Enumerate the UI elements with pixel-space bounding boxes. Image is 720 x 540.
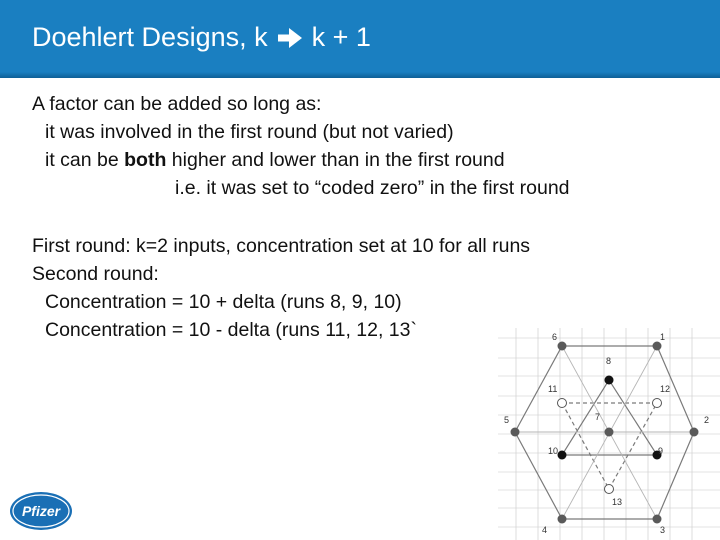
pfizer-logo-text: Pfizer <box>21 503 61 519</box>
lower-triangle <box>562 403 657 489</box>
design-point-8 <box>605 376 614 385</box>
body-line-2: it was involved in the first round (but not varied) <box>45 121 454 143</box>
pfizer-logo <box>8 490 74 532</box>
upper-triangle <box>562 380 657 455</box>
body-line-3-prefix: it can be <box>45 149 125 171</box>
design-point-12 <box>653 399 662 408</box>
point-label-5: 5 <box>504 415 510 425</box>
body-line-6: Second round: <box>32 263 159 285</box>
point-label-12: 12 <box>660 384 671 394</box>
design-point-5 <box>511 428 520 437</box>
diagram-spokes <box>515 346 694 519</box>
point-label-9: 9 <box>658 446 664 456</box>
body-line-8: Concentration = 10 - delta (runs 11, 12, 13` <box>45 319 417 341</box>
right-arrow-icon <box>277 27 303 49</box>
body-line-3 <box>45 151 505 171</box>
body-line-5: First round: k=2 inputs, concentration set at 10 for all runs <box>32 235 531 257</box>
point-label-7: 7 <box>595 412 601 422</box>
title-bar <box>0 0 720 78</box>
point-label-3: 3 <box>660 525 666 535</box>
point-label-4: 4 <box>542 525 548 535</box>
body-line-3-suffix: higher and lower than in the first round <box>166 149 505 171</box>
point-label-6: 6 <box>552 332 558 342</box>
doehlert-design-diagram <box>498 328 720 540</box>
point-label-13: 13 <box>612 497 623 507</box>
body-line-7: Concentration = 10 + delta (runs 8, 9, 10) <box>45 291 402 313</box>
point-label-10: 10 <box>548 446 559 456</box>
body-line-4: i.e. it was set to “coded zero” in the first round <box>175 177 570 199</box>
point-label-11: 11 <box>548 384 558 394</box>
point-label-1: 1 <box>660 332 666 342</box>
design-point-13 <box>605 485 614 494</box>
title-part-2: k + 1 <box>311 22 371 52</box>
design-point-7 <box>605 428 614 437</box>
design-point-4 <box>558 515 567 524</box>
design-point-1 <box>653 342 662 351</box>
slide-title <box>32 22 371 53</box>
hexagon-outline <box>515 346 694 519</box>
design-point-3 <box>653 515 662 524</box>
design-point-6 <box>558 342 567 351</box>
point-label-8: 8 <box>606 356 612 366</box>
point-label-2: 2 <box>704 415 710 425</box>
design-point-10 <box>558 451 567 460</box>
title-bar-shadow <box>0 72 720 78</box>
body-line-1: A factor can be added so long as: <box>32 93 322 115</box>
body-line-3-bold: both <box>124 149 167 171</box>
design-point-2 <box>690 428 699 437</box>
design-point-11 <box>558 399 567 408</box>
title-part-1: Doehlert Designs, k <box>32 22 268 52</box>
